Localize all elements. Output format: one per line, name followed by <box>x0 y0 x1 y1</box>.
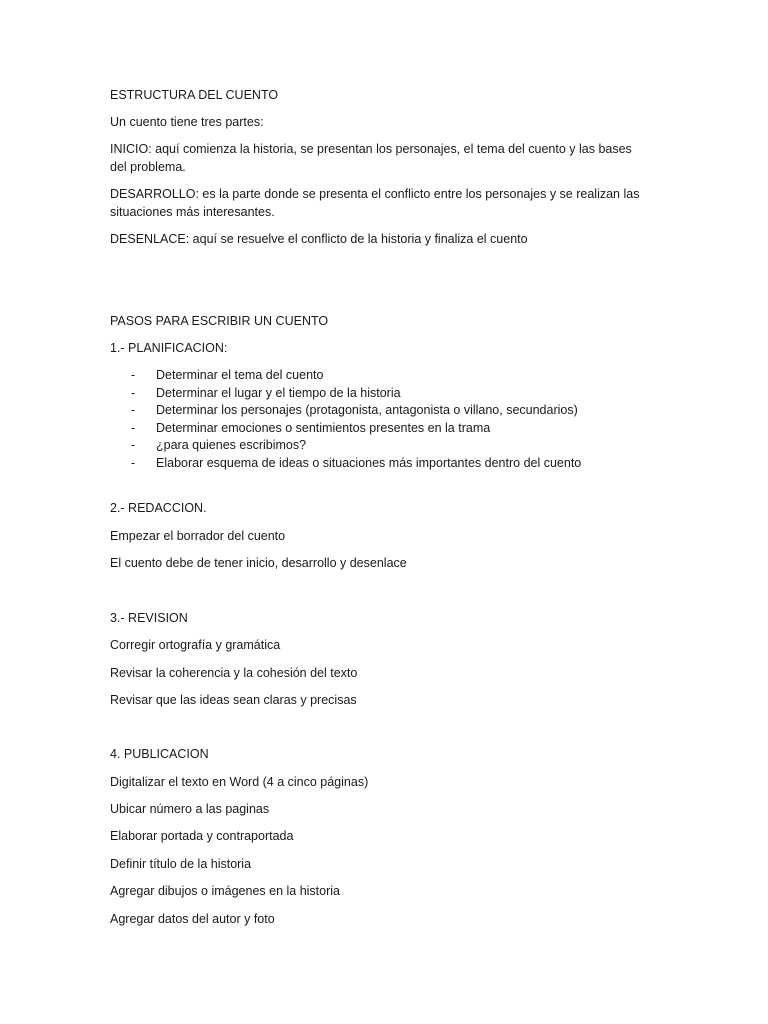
list-item-text: Determinar los personajes (protagonista, antagonista o villano, secundarios) <box>156 403 578 417</box>
step2-heading: 2.- REDACCION. <box>110 501 207 515</box>
bullet-marker: - <box>131 368 136 382</box>
list-item-text: ¿para quienes escribimos? <box>156 438 307 452</box>
step3-heading: 3.- REVISION <box>110 611 188 625</box>
list-item-text: Elaborar esquema de ideas o situaciones más importantes dentro del cuento <box>156 455 582 470</box>
step3-line: Corregir ortografía y gramática <box>110 638 281 652</box>
steps-title: PASOS PARA ESCRIBIR UN CUENTO <box>110 314 329 328</box>
step2-line: El cuento debe de tener inicio, desarrollo y desenlace <box>110 556 407 570</box>
step4-heading: 4. PUBLICACION <box>110 747 209 761</box>
bullet-marker: - <box>131 420 136 435</box>
step2-line: Empezar el borrador del cuento <box>110 529 286 543</box>
list-item-text: Determinar emociones o sentimientos presentes en la trama <box>156 420 491 435</box>
bullet-marker: - <box>131 438 136 452</box>
bullet-marker: - <box>131 385 136 400</box>
list-item-text: Determinar el tema del cuento <box>156 368 324 382</box>
step4-line: Digitalizar el texto en Word (4 a cinco páginas) <box>110 775 369 789</box>
document-title: ESTRUCTURA DEL CUENTO <box>110 88 279 102</box>
step4-line: Ubicar número a las paginas <box>110 802 270 816</box>
list-item-text: Determinar el lugar y el tiempo de la historia <box>156 385 401 400</box>
part-desarrollo: DESARROLLO: es la parte donde se presenta el conflicto entre los personajes y se realizan las situaciones más interesantes. <box>110 187 640 219</box>
step4-line: Elaborar portada y contraportada <box>110 829 294 843</box>
step4-line: Agregar dibujos o imágenes en la historia <box>110 884 340 898</box>
step3-line: Revisar que las ideas sean claras y precisas <box>110 693 357 707</box>
step3-line: Revisar la coherencia y la cohesión del texto <box>110 666 358 680</box>
part-desenlace: DESENLACE: aquí se resuelve el conflicto de la historia y finaliza el cuento <box>110 232 528 246</box>
step4-line: Agregar datos del autor y foto <box>110 912 275 926</box>
part-inicio: INICIO: aquí comienza la historia, se presentan los personajes, el tema del cuento y las bases del problema. <box>110 142 632 174</box>
step1-heading: 1.- PLANIFICACION: <box>110 341 228 355</box>
step4-line: Definir título de la historia <box>110 857 252 871</box>
bullet-marker: - <box>131 455 136 470</box>
intro-line: Un cuento tiene tres partes: <box>110 115 264 129</box>
bullet-marker: - <box>131 403 136 417</box>
